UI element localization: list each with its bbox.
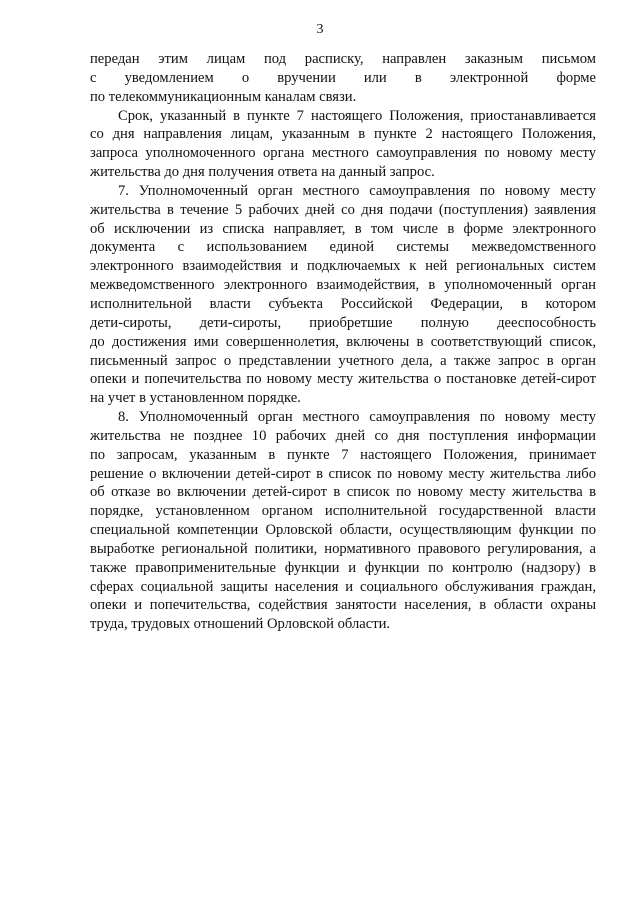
text-line: исполнительной власти субъекта Российской Федерации, в котором (90, 295, 596, 312)
text-line: с уведомлением о вручении или в электронной форме (90, 69, 596, 86)
text-line: жительства до дня получения ответа на данный запрос. (90, 164, 435, 181)
text-line: опеки и попечительства, содействия занятости населения, в области охраны (90, 597, 596, 614)
paragraph-item-7 (90, 182, 596, 408)
document-body (90, 50, 596, 634)
text-line: 8. Уполномоченный орган местного самоуправления по новому месту (118, 409, 596, 426)
text-line: порядке, установленном органом исполнительной государственной власти (90, 503, 596, 520)
text-line: на учет в установленном порядке. (90, 390, 301, 407)
text-line: выработке региональной политики, нормативного правового регулирования, а (90, 540, 596, 557)
text-line: об отказе во включении детей-сирот в список по новому месту жительства в (90, 484, 596, 501)
text-line: запроса уполномоченного органа местного самоуправления по новому месту (90, 145, 596, 162)
text-line: 7. Уполномоченный орган местного самоуправления по новому месту (118, 182, 596, 199)
text-line: по запросам, указанным в пункте 7 настоящего Положения, принимает (90, 446, 596, 463)
text-line: жительства в течение 5 рабочих дней со дня подачи (поступления) заявления (90, 201, 596, 218)
text-line: также правоприменительные функции и функции по контролю (надзору) в (90, 559, 596, 576)
text-line: опеки и попечительства по новому месту жительства о постановке детей-сирот (90, 371, 596, 388)
paragraph (90, 50, 596, 107)
text-line: межведомственного электронного взаимодействия, в уполномоченный орган (90, 277, 596, 294)
text-line: по телекоммуникационным каналам связи. (90, 88, 357, 105)
text-line: со дня направления лицам, указанным в пункте 2 настоящего Положения, (90, 126, 596, 143)
text-line: электронного взаимодействия и подключаемых к ней региональных систем (90, 258, 596, 275)
text-line: дети-сироты, дети-сироты, приобретшие полную дееспособность (90, 314, 596, 331)
text-line: Срок, указанный в пункте 7 настоящего Положения, приостанавливается (118, 107, 596, 124)
text-line: об исключении из списка направляет, в том числе в форме электронного (90, 220, 596, 237)
page-number: 3 (316, 22, 324, 37)
text-line: документа с использованием единой системы межведомственного (90, 239, 596, 256)
text-line: сферах социальной защиты населения и социального обслуживания граждан, (90, 578, 596, 595)
paragraph-item-8 (90, 408, 596, 634)
text-line: специальной компетенции Орловской области, осуществляющим функции по (90, 522, 596, 539)
paragraph (90, 107, 596, 182)
text-line: передан этим лицам под расписку, направлен заказным письмом (90, 51, 596, 67)
text-line: решение о включении детей-сирот в список по новому месту жительства либо (90, 465, 596, 482)
text-line: жительства не позднее 10 рабочих дней со дня поступления информации (90, 427, 596, 444)
text-line: письменный запрос о представлении учетного дела, а также запрос в орган (90, 352, 596, 369)
text-line: труда, трудовых отношений Орловской области. (90, 616, 391, 633)
text-line: до достижения ими совершеннолетия, включены в соответствующий список, (90, 333, 596, 350)
